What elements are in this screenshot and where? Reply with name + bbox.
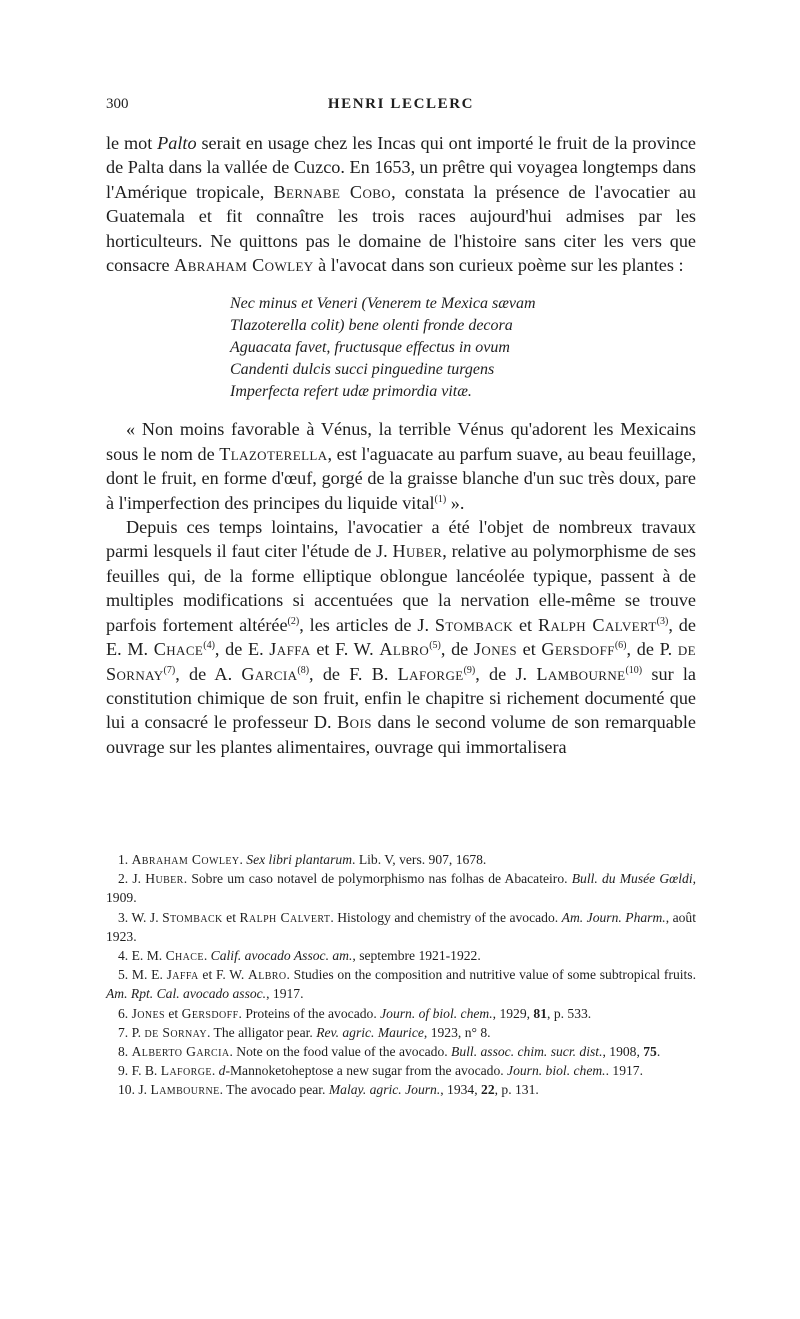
footnote-author: Albro — [248, 967, 287, 983]
footnote-author: Laforge — [160, 1063, 212, 1079]
footnote-ref: (7) — [163, 664, 176, 676]
footnote-3 — [106, 908, 696, 946]
footnote-number: 6. — [118, 1005, 132, 1021]
running-title: HENRI LECLERC — [327, 96, 475, 112]
text-run: , 1917. — [266, 986, 304, 1002]
footnote-title: Bull. du Musée Gœldi — [571, 871, 693, 887]
author-name: Garcia — [241, 663, 298, 684]
text-run: , 1923, n° 8. — [423, 1024, 491, 1040]
poem-line: Aguacata favet, fructusque effectus in ovum — [230, 339, 510, 357]
term-palto: Palto — [157, 133, 197, 153]
footnote-6 — [106, 1004, 696, 1023]
footnote-number: 1. — [118, 852, 132, 867]
author-name: Gersdoff — [541, 639, 615, 660]
paragraph-1 — [106, 131, 696, 277]
text-run: et F. W. — [310, 639, 380, 660]
footnote-title: Malay. agric. Journ. — [328, 1082, 441, 1098]
text-run: d — [218, 1063, 226, 1079]
poem-line: Candenti dulcis succi pinguedine turgens — [230, 361, 495, 379]
text-run: . 1917. — [605, 1063, 643, 1079]
latin-poem — [230, 293, 696, 403]
footnote-number: 4. E. M. — [118, 948, 166, 964]
footnote-author: de Sornay — [144, 1024, 207, 1040]
footnote-title: Bull. assoc. chim. sucr. dist. — [451, 1044, 603, 1060]
footnote-number: 3. W. J. — [118, 909, 163, 925]
text-run: , p. 533. — [547, 1005, 592, 1021]
text-run: , 1934, — [440, 1082, 482, 1098]
text-run: à l'avocat dans son curieux poème sur les plantes : — [313, 255, 684, 276]
footnotes — [106, 850, 696, 1100]
footnote-number: 5. M. E. — [118, 967, 167, 983]
poem-line: Imperfecta refert udæ primordia vitæ. — [230, 383, 472, 401]
footnote-10 — [106, 1080, 696, 1099]
text-run: , 1929, — [492, 1005, 534, 1021]
text-run: . Histology and chemistry of the avocado. — [330, 909, 562, 925]
text-run: et — [516, 639, 542, 660]
footnote-title: Sex libri plantarum — [246, 852, 353, 867]
volume-number: 81 — [533, 1005, 548, 1021]
text-run: , de J. — [475, 663, 537, 684]
text-run: . The alligator pear. — [206, 1024, 317, 1040]
text-run: et — [513, 614, 539, 635]
text-run: dans le second volume de son remarquable ouvrage sur les plantes alimentaires, ouvrage qui immortalisera — [106, 712, 696, 757]
text-run: . Proteins of the avocado. — [238, 1005, 381, 1021]
text-run: et F. W. — [198, 967, 249, 983]
footnote-title: Calif. avocado Assoc. am. — [210, 948, 353, 964]
text-run: le mot — [106, 133, 158, 153]
footnote-title: Am. Journ. Pharm. — [561, 909, 666, 925]
author-name: Bois — [337, 712, 372, 733]
author-name: Stomback — [434, 614, 514, 635]
text-run: , de P. — [626, 639, 678, 660]
text-run: . — [203, 948, 211, 964]
footnote-author: Jones — [131, 1005, 165, 1021]
footnote-number: 9. F. B. — [118, 1063, 161, 1079]
footnote-7 — [106, 1023, 696, 1042]
text-run: , 1909. — [106, 871, 697, 906]
text-run: et — [222, 909, 240, 925]
footnote-8 — [106, 1042, 696, 1061]
text-run: , août 1923. — [106, 909, 696, 944]
main-text — [106, 131, 696, 759]
footnote-title: Rev. agric. Maurice — [316, 1024, 424, 1040]
footnote-ref: (8) — [297, 664, 310, 676]
poem-line: Nec minus et Veneri (Venerem te Mexica sævam — [230, 295, 536, 313]
footnote-author: Chace — [165, 948, 204, 964]
text-run: . Lib. V, vers. 907, 1678. — [352, 852, 487, 867]
footnote-author: Gersdoff — [181, 1005, 239, 1021]
footnote-ref: (3) — [656, 615, 669, 627]
text-run: . The avocado pear. — [219, 1082, 329, 1098]
text-run: . Note on the food value of the avocado. — [229, 1044, 452, 1060]
text-run: -Mannoketoheptose a new sugar from the avocado. — [225, 1063, 508, 1079]
text-run: , de A. — [175, 663, 242, 684]
text-run: , constata la présence de l'avocatier au Guatemala et fit connaître les trois races aujourd'hui admises par les horticulteurs. Ne quittons pas le domaine de l'histoire sans citer les vers que consacre — [106, 181, 696, 276]
author-name: Jones — [473, 639, 517, 660]
footnote-1 — [106, 850, 696, 869]
footnote-ref: (6) — [614, 640, 627, 652]
author-name: Albro — [379, 639, 430, 660]
author-name: Ralph Calvert — [538, 614, 657, 635]
footnote-ref: (9) — [463, 664, 476, 676]
author-name: Jaffa — [269, 639, 311, 660]
text-run: , de — [440, 639, 474, 660]
author-name: Abraham Cowley — [174, 255, 314, 276]
text-run: , relative au polymorphisme de ses feuilles qui, de la forme elliptique oblongue lancéolée typique, passent à de multiples modifications si accentuées que la nervation elle-même se trouve parfois fortement altérée — [106, 541, 696, 635]
footnote-number: 7. P. — [118, 1024, 145, 1040]
footnote-ref: (4) — [203, 640, 215, 652]
footnote-number: 8. — [118, 1044, 132, 1060]
footnote-title: Journ. of biol. chem. — [380, 1005, 493, 1021]
footnote-4 — [106, 946, 696, 965]
text-run: , les articles de J. — [299, 614, 435, 635]
text-run: « Non moins favorable à Vénus, la terrible Vénus qu'adorent les Mexicains sous le nom de — [106, 419, 696, 464]
footnote-title: Am. Rpt. Cal. avocado assoc. — [106, 986, 267, 1002]
running-header — [106, 96, 696, 116]
volume-number: 22 — [481, 1082, 495, 1098]
footnote-9 — [106, 1061, 696, 1080]
text-run: et — [165, 1005, 182, 1021]
text-run: ». — [446, 492, 465, 513]
text-run: , p. 131. — [494, 1082, 539, 1098]
footnote-5 — [106, 965, 696, 1003]
paragraph-3 — [106, 515, 696, 759]
footnote-ref: (1) — [434, 493, 447, 505]
footnote-author: Jaffa — [166, 967, 199, 983]
footnote-author: Ralph Calvert — [239, 909, 331, 925]
poem-line: Tlazoterella colit) bene olenti fronde decora — [230, 317, 513, 335]
footnote-author: Lambourne — [150, 1082, 220, 1098]
term-tlazoterella: Tlazoterella — [219, 443, 328, 464]
footnote-2 — [106, 869, 696, 907]
text-run: , de E. — [214, 639, 270, 660]
text-run: , est l'aguacate au parfum suave, au beau feuillage, dont le fruit, en forme d'œuf, gorgé de la graisse blanche d'un suc très doux, pare à l'imperfection des principes du liquide vital — [106, 443, 696, 513]
text-run: , de F. B. — [309, 663, 398, 684]
text-run: . — [656, 1044, 661, 1060]
footnote-ref: (2) — [287, 615, 300, 627]
author-name: Chace — [153, 639, 204, 660]
text-run: . Sobre um caso notavel de polymorphismo nas folhas de Abacateiro. — [183, 871, 572, 887]
text-run: Depuis ces temps lointains, l'avocatier a été l'objet de nombreux travaux parmi lesquels il faut citer l'étude de J. — [106, 517, 696, 562]
text-run: , septembre 1921-1922. — [352, 948, 481, 964]
footnote-ref: (5) — [429, 640, 441, 652]
author-name: Lambourne — [536, 663, 626, 684]
author-name: Laforge — [397, 663, 464, 684]
text-run: sur la constitution chimique de son fruit, enfin le chapitre si richement documenté que lui a consacré le professeur D. — [106, 663, 697, 733]
footnote-author: Alberto Garcia — [131, 1044, 230, 1060]
footnote-author: Abraham Cowley — [131, 852, 240, 867]
text-run: , 1908, — [602, 1044, 644, 1060]
page-number: 300 — [106, 96, 129, 112]
text-run: . Studies on the composition and nutritive value of some subtropical fruits. — [286, 967, 696, 983]
text-run: , de E. M. — [106, 614, 696, 660]
author-name: Huber — [392, 541, 443, 562]
footnote-author: Stomback — [162, 909, 223, 925]
footnote-title: Journ. biol. chem. — [507, 1063, 606, 1079]
footnote-ref: (10) — [625, 664, 643, 676]
author-name: Bernabe Cobo — [273, 181, 392, 202]
footnote-number: 2. J. — [118, 871, 146, 887]
paragraph-2 — [106, 417, 696, 515]
text-run: serait en usage chez les Incas qui ont importé le fruit de la province de Palta dans la vallée de Cuzco. En 1653, un prêtre qui voyagea longtemps dans l'Amérique tropicale, — [106, 133, 697, 202]
volume-number: 75 — [643, 1044, 657, 1060]
footnote-author: Huber — [145, 871, 184, 887]
text-run: . — [211, 1063, 219, 1079]
text-run: . — [239, 852, 247, 867]
author-name: de Sornay — [106, 639, 697, 684]
footnote-number: 10. J. — [118, 1082, 151, 1098]
